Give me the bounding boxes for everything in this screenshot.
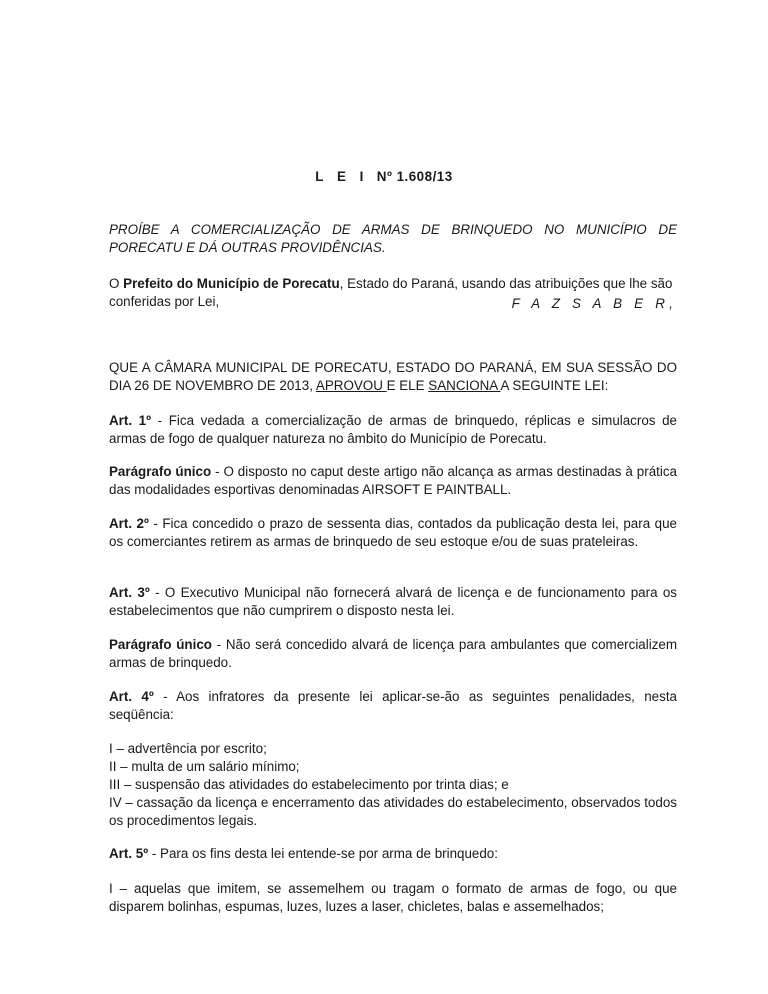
article-1-text: - Fica vedada a comercialização de armas de brinquedo, réplicas e simulacros de armas de fogo de qualquer natureza no âmbito do Município de Porecatu. <box>109 413 677 446</box>
preamble-rest: , Estado do Paraná, usando das atribuições que lhe são conferidas por Lei, <box>109 276 673 309</box>
preamble-lead: O <box>109 276 124 291</box>
faz-saber: F A Z S A B E R, <box>511 296 677 311</box>
list-item: IV – cassação da licença e encerramento das atividades do estabelecimento, observados todos os procedimentos legais. <box>109 795 677 828</box>
list-item: III – suspensão das atividades do estabelecimento por trinta dias; e <box>109 777 509 792</box>
article-5-item-1: I – aquelas que imitem, se assemelhem ou tragam o formato de armas de fogo, ou que disparem bolinhas, espumas, luzes, luzes a laser, chicletes, balas e assemelhados; <box>109 881 677 914</box>
article-4-text: - Aos infratores da presente lei aplicar-se-ão as seguintes penalidades, nesta seqüência: <box>109 689 677 722</box>
enactment-part3: A SEGUINTE LEI: <box>500 378 609 393</box>
article-2-text: - Fica concedido o prazo de sessenta dias, contados da publicação desta lei, para que os comerciantes retirem as armas de brinquedo de seu estoque e/ou de suas prateleiras. <box>109 516 677 549</box>
ementa: PROÍBE A COMERCIALIZAÇÃO DE ARMAS DE BRINQUEDO NO MUNICÍPIO DE PORECATU E DÁ OUTRAS PROVIDÊNCIAS. <box>109 222 677 255</box>
enactment-sanciona: SANCIONA <box>428 378 501 393</box>
article-1-label: Art. 1º <box>109 413 152 428</box>
enactment-clause <box>109 359 677 395</box>
article-5-text: - Para os fins desta lei entende-se por arma de brinquedo: <box>148 846 498 861</box>
article-5-label: Art. 5º <box>109 846 149 861</box>
list-item: I – advertência por escrito; <box>109 741 267 756</box>
law-title-prefix: L E I <box>315 169 369 184</box>
article-3-paragraph-label: Parágrafo único <box>109 637 212 652</box>
article-1-paragraph-label: Parágrafo único <box>109 464 212 479</box>
article-1-paragraph-text: - O disposto no caput deste artigo não alcança as armas destinadas à prática das modalidades esportivas denominadas AIRSOFT E PAINTBALL. <box>109 464 677 497</box>
article-3-paragraph <box>109 636 677 672</box>
enactment-part2: E ELE <box>386 378 429 393</box>
article-1-paragraph <box>109 463 677 499</box>
article-3-text: - O Executivo Municipal não fornecerá alvará de licença e de funcionamento para os estabelecimentos que não cumprirem o disposto nesta lei. <box>109 585 677 618</box>
enactment-part1: QUE A CÂMARA MUNICIPAL DE PORECATU, ESTADO DO PARANÁ, EM SUA SESSÃO DO DIA 26 DE NOVEMBRO DE 2013, <box>109 360 677 393</box>
article-3-paragraph-text: - Não será concedido alvará de licença para ambulantes que comercializem armas de brinquedo. <box>109 637 677 670</box>
article-5 <box>109 845 677 863</box>
article-4-items <box>109 740 677 830</box>
article-2 <box>109 515 677 551</box>
law-title <box>0 169 768 184</box>
article-1 <box>109 412 677 448</box>
article-3-label: Art. 3º <box>109 585 150 600</box>
law-title-number: Nº 1.608/13 <box>376 169 453 184</box>
article-2-label: Art. 2º <box>109 516 149 531</box>
enactment-aprovou: APROVOU <box>315 378 387 393</box>
preamble-bold: Prefeito do Município de Porecatu <box>123 276 340 291</box>
article-4-label: Art. 4º <box>109 689 154 704</box>
article-3 <box>109 584 677 620</box>
article-4 <box>109 688 677 724</box>
list-item: II – multa de um salário mínimo; <box>109 759 300 774</box>
